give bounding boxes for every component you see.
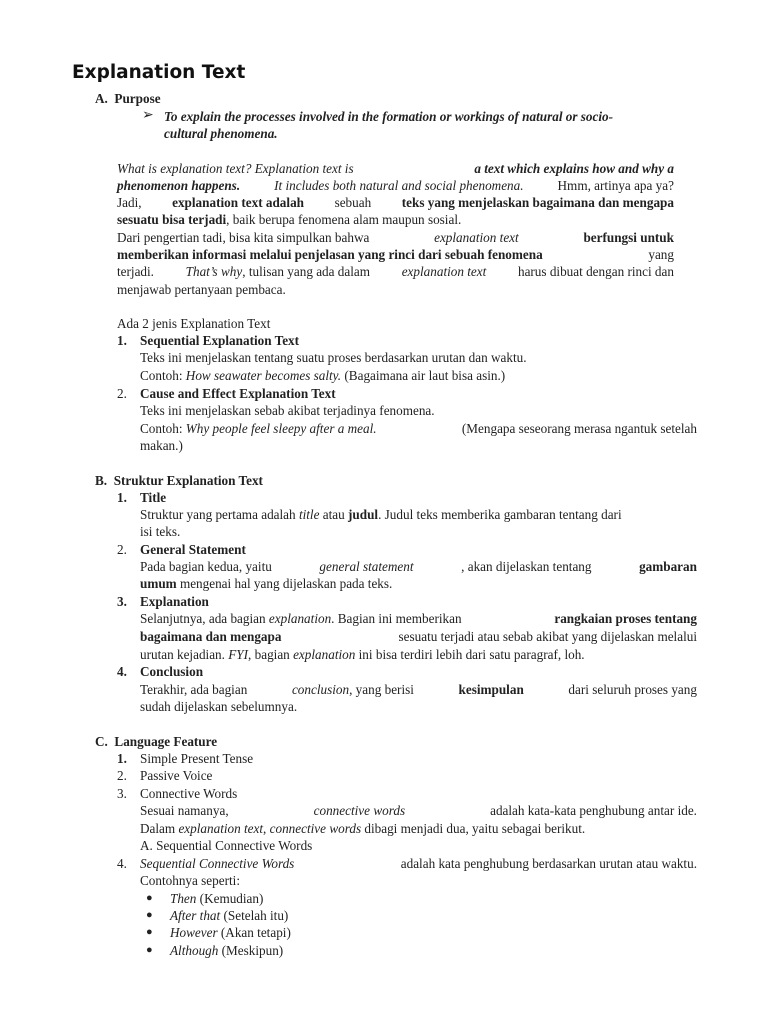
feature-3: Connective Words bbox=[140, 786, 238, 801]
paragraph-2-line-1: Dari pengertian tadi, bisa kita simpulkan bahwa explanation text berfungsi untuk bbox=[117, 230, 674, 245]
purpose-line-2: cultural phenomena. bbox=[164, 126, 278, 141]
type-2-example: Contoh: Why people feel sleepy after a meal. (Mengapa seseorang merasa ngantuk setelah bbox=[140, 421, 697, 436]
type-2-description: Teks ini menjelaskan sebab akibat terjadinya fenomena. bbox=[140, 403, 435, 418]
structure-2-line-1: Pada bagian kedua, yaitu general statement , akan dijelaskan tentang gambaran bbox=[140, 559, 697, 574]
feature-4-line-1: Sequential Connective Words adalah kata penghubung berdasarkan urutan atau waktu. bbox=[140, 856, 697, 871]
feature-4-number: 4. bbox=[117, 856, 127, 871]
document-title: Explanation Text bbox=[72, 62, 246, 83]
feature-3-number: 3. bbox=[117, 786, 127, 801]
feature-1: Simple Present Tense bbox=[140, 751, 254, 766]
type-2-example-cont: makan.) bbox=[140, 438, 183, 453]
type-1-example: Contoh: How seawater becomes salty. (Bagaimana air laut bisa asin.) bbox=[140, 368, 506, 383]
structure-2-title: General Statement bbox=[140, 542, 246, 557]
connective-words-subheading: A. Sequential Connective Words bbox=[140, 838, 313, 853]
paragraph-1-line-1: What is explanation text? Explanation text is a text which explains how and why a bbox=[117, 161, 674, 176]
structure-4-line-1: Terakhir, ada bagian conclusion, yang berisi kesimpulan dari seluruh proses yang bbox=[140, 682, 697, 697]
section-a-heading: A. Purpose bbox=[95, 91, 161, 106]
bullet-dot-icon: ● bbox=[146, 926, 153, 938]
type-2-title: Cause and Effect Explanation Text bbox=[140, 386, 336, 401]
type-1-title: Sequential Explanation Text bbox=[140, 333, 300, 348]
paragraph-1-line-3: Jadi, explanation text adalah sebuah teks yang menjelaskan bagaimana dan mengapa bbox=[117, 195, 674, 210]
type-1-number: 1. bbox=[117, 333, 127, 348]
structure-3-number: 3. bbox=[117, 594, 127, 609]
list-item: Then (Kemudian) bbox=[170, 891, 264, 906]
structure-2-number: 2. bbox=[117, 542, 127, 557]
feature-2: Passive Voice bbox=[140, 768, 213, 783]
arrow-bullet-icon: ➢ bbox=[142, 108, 154, 123]
paragraph-2-line-4: menjawab pertanyaan pembaca. bbox=[117, 282, 286, 297]
list-item: However (Akan tetapi) bbox=[170, 925, 291, 940]
feature-1-number: 1. bbox=[117, 751, 127, 766]
structure-1-number: 1. bbox=[117, 490, 127, 505]
structure-1-title: Title bbox=[140, 490, 167, 505]
bullet-dot-icon: ● bbox=[146, 944, 153, 956]
list-item: After that (Setelah itu) bbox=[170, 908, 289, 923]
paragraph-2-line-2: memberikan informasi melalui penjelasan yang rinci dari sebuah fenomena yang bbox=[117, 247, 674, 262]
structure-3-line-3: urutan kejadian. FYI, bagian explanation ini bisa terdiri lebih dari satu paragraf, loh. bbox=[140, 647, 585, 662]
bullet-dot-icon: ● bbox=[146, 892, 153, 904]
structure-1-line-2: isi teks. bbox=[140, 524, 181, 539]
feature-4-line-2: Contohnya seperti: bbox=[140, 873, 240, 888]
connective-words-line-2: Dalam explanation text, connective words dibagi menjadi dua, yaitu sebagai berikut. bbox=[140, 821, 586, 836]
section-b-heading: B. Struktur Explanation Text bbox=[95, 473, 263, 488]
structure-4-title: Conclusion bbox=[140, 664, 204, 679]
paragraph-2-line-3: terjadi. That’s why, tulisan yang ada dalam explanation text harus dibuat dengan rinci dan bbox=[117, 264, 674, 279]
structure-4-number: 4. bbox=[117, 664, 127, 679]
types-intro: Ada 2 jenis Explanation Text bbox=[117, 316, 271, 331]
structure-3-line-1: Selanjutnya, ada bagian explanation. Bagian ini memberikan rangkaian proses tentang bbox=[140, 611, 697, 626]
paragraph-1-line-2: phenomenon happens. It includes both natural and social phenomena. Hmm, artinya apa ya? bbox=[117, 178, 674, 193]
type-1-description: Teks ini menjelaskan tentang suatu proses berdasarkan urutan dan waktu. bbox=[140, 350, 527, 365]
type-2-number: 2. bbox=[117, 386, 127, 401]
structure-4-line-2: sudah dijelaskan sebelumnya. bbox=[140, 699, 298, 714]
structure-1-line-1: Struktur yang pertama adalah title atau judul. Judul teks memberika gambaran tentang dari bbox=[140, 507, 622, 522]
structure-3-line-2: bagaimana dan mengapa sesuatu terjadi atau sebab akibat yang dijelaskan melalui bbox=[140, 629, 697, 644]
structure-3-title: Explanation bbox=[140, 594, 209, 609]
section-c-heading: C. Language Feature bbox=[95, 734, 218, 749]
paragraph-1-line-4: sesuatu bisa terjadi, baik berupa fenomena alam maupun sosial. bbox=[117, 212, 462, 227]
structure-2-line-2: umum mengenai hal yang dijelaskan pada teks. bbox=[140, 576, 393, 591]
feature-2-number: 2. bbox=[117, 768, 127, 783]
bullet-dot-icon: ● bbox=[146, 909, 153, 921]
purpose-line-1: To explain the processes involved in the formation or workings of natural or socio- bbox=[164, 109, 614, 124]
connective-words-line-1: Sesuai namanya, connective words adalah kata-kata penghubung antar ide. bbox=[140, 803, 697, 818]
list-item: Although (Meskipun) bbox=[170, 943, 284, 958]
